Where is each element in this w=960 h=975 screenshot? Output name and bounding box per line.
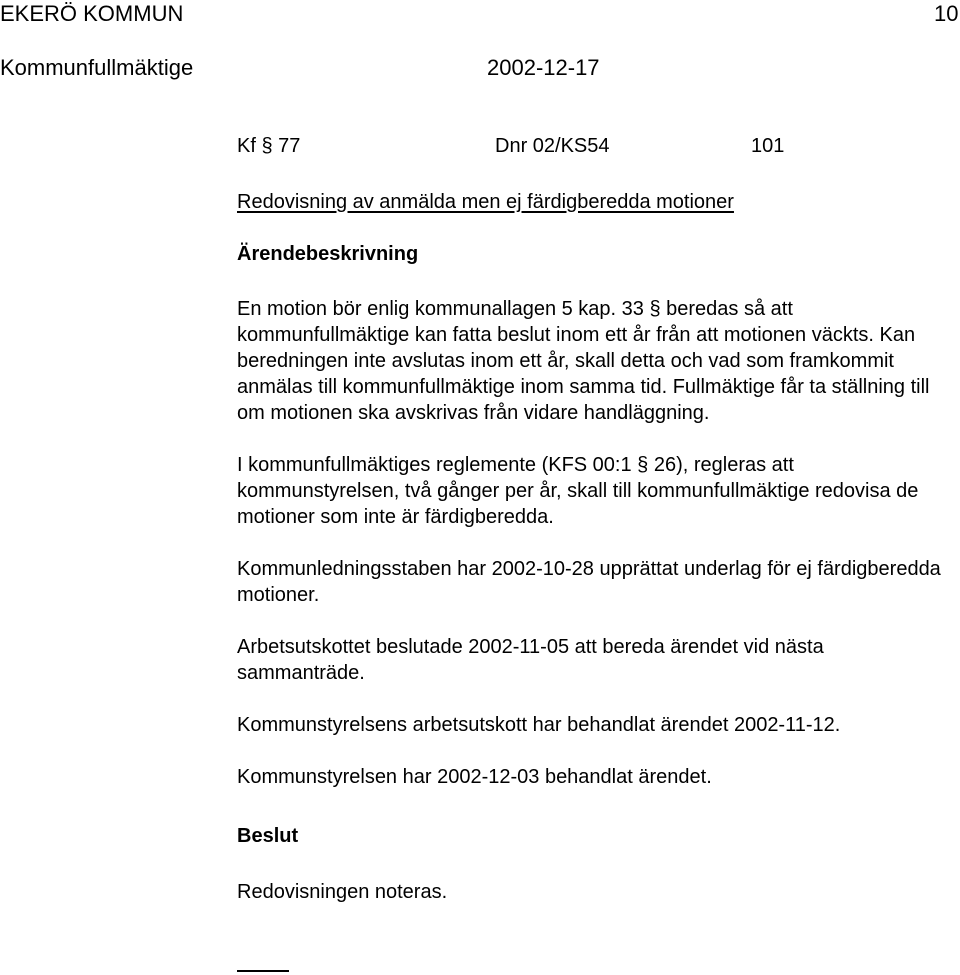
- paragraph-reference: Kf § 77: [237, 135, 301, 157]
- diary-number: Dnr 02/KS54: [495, 135, 610, 157]
- paragraph-5: Kommunstyrelsens arbetsutskott har behandlat ärendet 2002-11-12.: [237, 714, 841, 736]
- header-page-number: 10: [934, 1, 959, 26]
- paragraph-4: Arbetsutskottet beslutade 2002-11-05 att bereda ärendet vid nästa sammanträde.: [237, 636, 824, 684]
- paragraph-3: Kommunledningsstaben har 2002-10-28 upprättat underlag för ej färdigberedda motioner.: [237, 558, 941, 606]
- header-date: 2002-12-17: [487, 55, 600, 80]
- case-code: 101: [751, 135, 785, 157]
- document-title: Redovisning av anmälda men ej färdigberedda motioner: [237, 191, 734, 213]
- header-org: EKERÖ KOMMUN: [0, 1, 184, 26]
- paragraph-6: Kommunstyrelsen har 2002-12-03 behandlat ärendet.: [237, 766, 712, 788]
- paragraph-2: I kommunfullmäktiges reglemente (KFS 00:1 § 26), regleras att kommunstyrelsen, två gånger per år, skall till kommunfullmäktige redovisa de motioner som inte är färdigberedda.: [237, 454, 919, 528]
- section-heading-description: Ärendebeskrivning: [237, 243, 419, 265]
- decision-text: Redovisningen noteras.: [237, 881, 448, 903]
- header-body-name: Kommunfullmäktige: [0, 55, 194, 80]
- document-body: [237, 133, 947, 905]
- section-heading-decision: Beslut: [237, 825, 299, 847]
- reference-row: [237, 133, 947, 161]
- closing-divider: [237, 970, 289, 972]
- paragraph-1: En motion bör enlig kommunallagen 5 kap. 33 § beredas så att kommunfullmäktige kan fatta beslut inom ett år från att motionen väckts. Kan beredningen inte avslutas inom ett år, skall detta och vad som framkommit anmälas till kommunfullmäktige inom samma tid. Fullmäktige får ta ställning till om motionen ska avskrivas från vidare handläggning.: [237, 298, 930, 424]
